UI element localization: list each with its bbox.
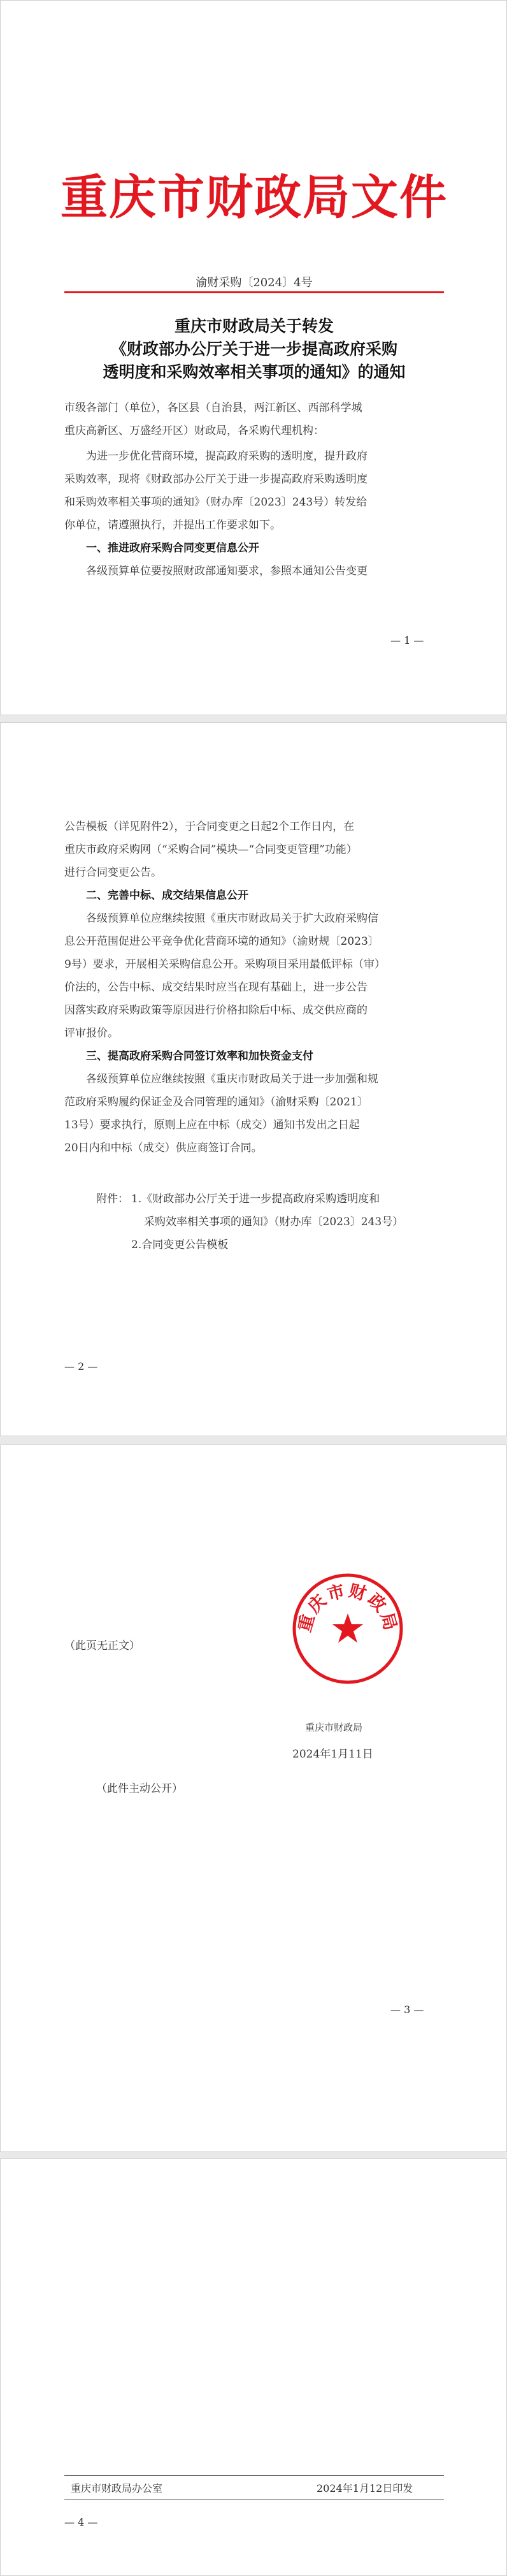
print-date: 2024年1月12日印发 [317,2482,413,2494]
official-seal [292,1573,404,1685]
section-3-line-3: 13号）要求执行，原则上应在中标（成交）通知书发出之日起 [64,1119,360,1132]
footer-top-rule [64,2475,444,2476]
heading-line-1: 重庆市财政局关于转发 [174,317,334,335]
attachment-1-line-1: 1.《财政部办公厅关于进一步提高政府采购透明度和 [131,1193,380,1205]
page-number: — 3 — [390,2004,424,2016]
heading-line-3: 透明度和采购效率相关事项的通知》的通知 [103,363,406,381]
section-3-line-4: 20日内和中标（成交）供应商签订合同。 [64,1142,262,1154]
intro-line-1: 为进一步优化营商环境，提高政府采购的透明度，提升政府 [86,450,368,463]
page-number: — 2 — [64,1360,98,1372]
page-1 [0,0,507,715]
section-3-line-2: 范政府采购履约保证金及合同管理的通知》（渝财采购〔2021〕 [64,1096,368,1109]
section-2-title: 二、完善中标、成交结果信息公开 [86,889,248,902]
page-number: — 4 — [64,2516,98,2528]
page-4 [0,2158,507,2576]
section-3-title: 三、提高政府采购合同签订效率和加快资金支付 [86,1050,313,1063]
recipients-line-1: 市级各部门（单位），各区县（自治县，两江新区、西部科学城 [64,402,362,414]
section-1-text: 各级预算单位要按照财政部通知要求，参照本通知公告变更 [86,565,368,578]
disclosure-note: （此件主动公开） [96,1782,183,1795]
signing-date: 2024年1月11日 [292,1748,373,1761]
page-2 [0,722,507,1436]
intro-line-3: 和采购效率相关事项的通知》（财办库〔2023〕243号）转发给 [64,496,368,509]
attachment-1-line-2: 采购效率相关事项的通知》（财办库〔2023〕243号） [144,1216,404,1228]
page-3 [0,1444,507,2152]
attachments-label: 附件： [96,1193,129,1205]
section-2-line-2: 息公开范围促进公平竞争优化营商环境的通知》（渝财规〔2023〕 [64,935,379,948]
attachment-2: 2.合同变更公告模板 [131,1239,229,1251]
red-divider [64,291,444,293]
no-body-note: （此页无正文） [64,1640,140,1652]
recipients-line-2: 重庆高新区、万盛经开区）财政局，各采购代理机构： [64,425,324,437]
page-number: — 1 — [390,634,424,646]
section-1-cont-line-2: 重庆市政府采购网（“采购合同”模块—“合同变更管理”功能） [64,843,357,856]
section-2-line-4: 价法的，公告中标、成交结果时应当在现有基础上，进一步公告 [64,981,368,994]
section-2-line-3: 9号）要求，开展相关采购信息公开。采购项目采用最低评标（审） [64,958,385,971]
section-1-cont-line-1: 公告模板（详见附件2），于合同变更之日起2个工作日内，在 [64,820,355,833]
heading-line-2: 《财政部办公厅关于进一步提高政府采购 [110,340,397,358]
signing-organization: 重庆市财政局 [305,1722,363,1733]
intro-line-4: 你单位，请遵照执行，并提出工作要求如下。 [64,519,281,532]
seal-text: 重庆市财政局 [295,1580,401,1634]
seal-star-icon [332,1613,363,1643]
section-2-line-6: 评审报价。 [64,1027,118,1040]
section-1-cont-line-3: 进行合同变更公告。 [64,866,162,879]
intro-line-2: 采购效率，现将《财政部办公厅关于进一步提高政府采购透明度 [64,473,368,486]
issuing-office: 重庆市财政局办公室 [71,2482,163,2494]
document-title: 重庆市财政局文件 [61,170,448,225]
section-1-title: 一、推进政府采购合同变更信息公开 [86,542,259,555]
document-number: 渝财采购〔2024〕4号 [196,276,313,289]
section-2-line-5: 因落实政府采购政策等原因进行价格扣除后中标、成交供应商的 [64,1004,368,1017]
section-3-line-1: 各级预算单位应继续按照《重庆市财政局关于进一步加强和规 [86,1073,378,1086]
section-2-line-1: 各级预算单位应继续按照《重庆市财政局关于扩大政府采购信 [86,912,378,925]
